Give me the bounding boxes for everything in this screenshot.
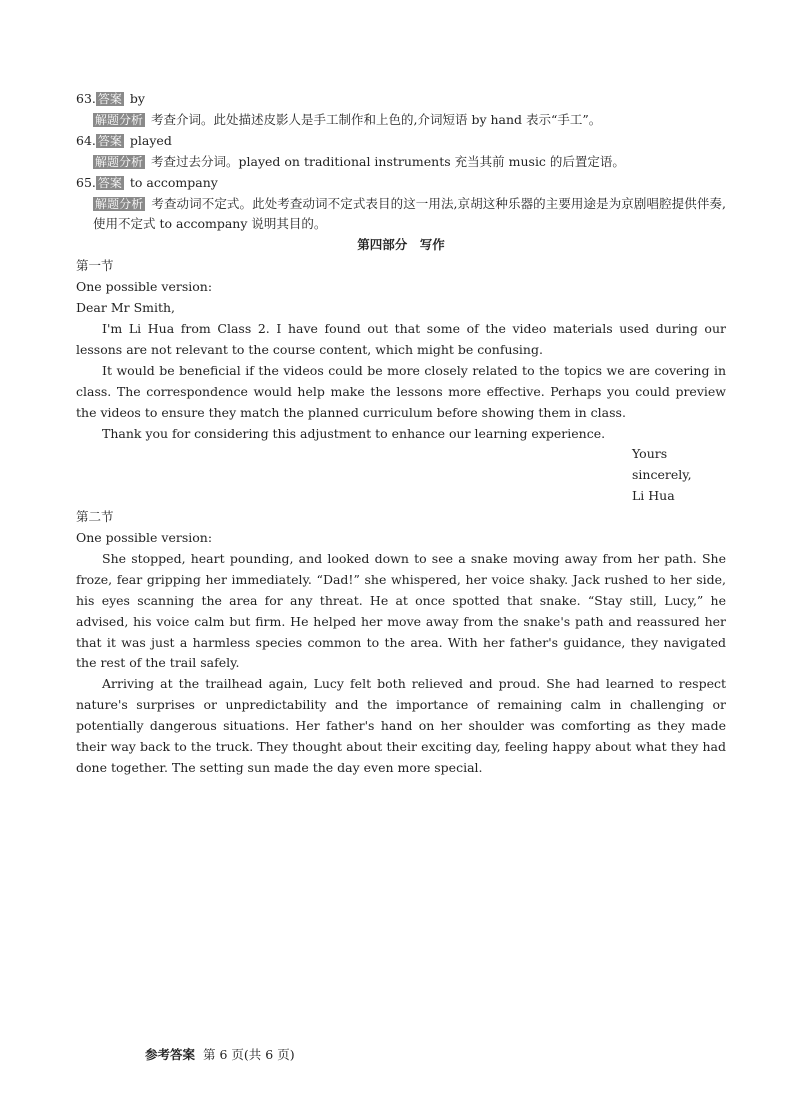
analysis-65	[76, 194, 726, 236]
answer-tag: 答案	[97, 175, 122, 190]
analysis-tag: 解题分析	[95, 196, 144, 211]
question-number: 65.	[76, 174, 96, 190]
analysis-text: 考查介词。此处描述皮影人是手工制作和上色的,介词短语 by hand 表示“手工”。	[151, 111, 602, 127]
answer-text: played	[129, 132, 172, 148]
page-footer	[145, 1045, 295, 1063]
analysis-tag: 解题分析	[95, 112, 144, 127]
analysis-64	[76, 152, 726, 173]
answer-text: by	[129, 91, 145, 106]
answer-tag: 答案	[97, 133, 122, 148]
page-number: 第 6 页(共 6 页)	[203, 1047, 295, 1062]
analysis-tag: 解题分析	[95, 154, 144, 169]
story-paragraph: Arriving at the trailhead again, Lucy felt both relieved and proud. She had learned to respect nature's surprises or unpredictability and the importance of remaining calm in challenging or potentially dangerous situations. Her father's hand on her shoulder was comforting as they made their way back to the truck. They thought about their exciting day, feeling happy about what they had done together. The setting sun made the day even more special.	[76, 676, 726, 775]
section2-title: 第二节	[76, 509, 114, 525]
analysis-text: 考查过去分词。played on traditional instruments 充当其前 music 的后置定语。	[151, 153, 625, 169]
question-number: 64.	[76, 132, 96, 148]
letter-paragraph: I'm Li Hua from Class 2. I have found out that some of the video materials used during our lessons are not relevant to the course content, which might be confusing.	[76, 320, 726, 357]
section1-intro: One possible version:	[76, 279, 213, 295]
letter-greeting: Dear Mr Smith,	[76, 300, 176, 316]
letter-signature: Li Hua	[632, 488, 675, 504]
letter-closing: Yours sincerely,	[632, 446, 692, 483]
section2-intro: One possible version:	[76, 530, 213, 546]
analysis-text: 考查动词不定式。此处考查动词不定式表目的这一用法,京胡这种乐器的主要用途是为京剧唱腔提供伴奏,使用不定式 to accompany 说明其目的。	[93, 195, 726, 232]
section-heading: 第四部分 写作	[357, 237, 445, 253]
letter-paragraph: It would be beneficial if the videos could be more closely related to the topics we are covering in class. The correspondence would help make the lessons more effective. Perhaps you could preview the videos to ensure they match the planned curriculum before showing them in class.	[76, 362, 726, 420]
question-number: 63.	[76, 91, 96, 106]
answer-63	[76, 89, 726, 110]
answer-64	[76, 131, 726, 152]
answer-content	[76, 89, 726, 779]
section1-title: 第一节	[76, 258, 114, 274]
letter-paragraph: Thank you for considering this adjustment to enhance our learning experience.	[102, 425, 606, 441]
story-paragraph: She stopped, heart pounding, and looked down to see a snake moving away from her path. She froze, fear gripping her immediately. “Dad!” she whispered, her voice shaky. Jack rushed to her side, his eyes scanning the area for any threat. He at once spotted that snake. “Stay still, Lucy,” he advised, his voice calm but firm. He helped her move away from the snake's path and reassured her that it was just a harmless species common to the area. With her father's guidance, they navigated the rest of the trail safely.	[76, 550, 726, 671]
footer-label: 参考答案	[145, 1047, 196, 1062]
answer-text: to accompany	[129, 174, 218, 190]
answer-tag: 答案	[97, 92, 122, 106]
analysis-63	[76, 110, 726, 131]
answer-65	[76, 173, 726, 194]
